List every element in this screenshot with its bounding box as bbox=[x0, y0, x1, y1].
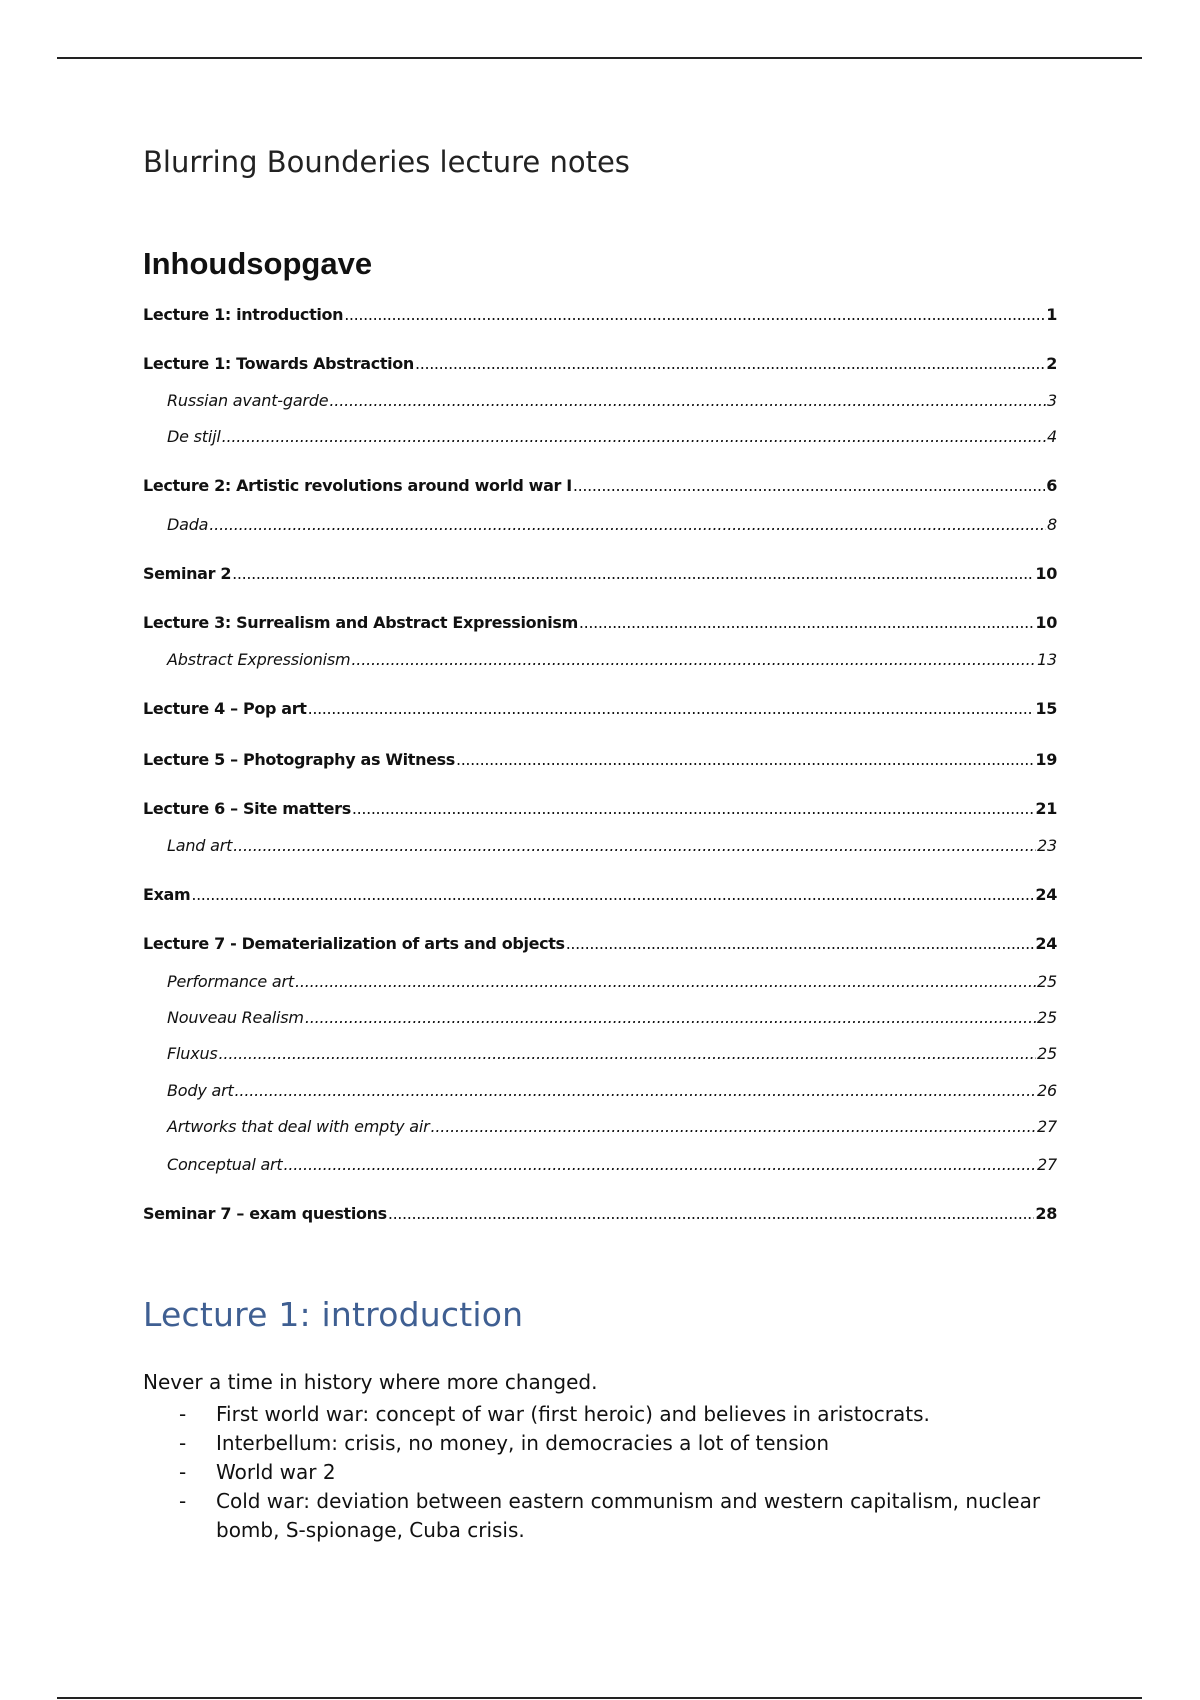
toc-entry-page: 6 bbox=[1046, 476, 1057, 495]
toc-entry[interactable] bbox=[143, 1202, 1057, 1226]
toc-entry-page: 10 bbox=[1035, 613, 1057, 632]
toc-dot-leader bbox=[191, 883, 1034, 907]
section-heading: Lecture 1: introduction bbox=[143, 1295, 524, 1334]
bullet-marker: - bbox=[179, 1402, 187, 1426]
toc-dot-leader bbox=[222, 425, 1046, 449]
page-bottom-rule bbox=[57, 1697, 1142, 1699]
toc-dot-leader bbox=[456, 748, 1034, 772]
bullet-text: Cold war: deviation between eastern communism and western capitalism, nuclear bomb, S-spionage, Cuba crisis. bbox=[216, 1489, 1041, 1542]
toc-entry-label: Russian avant-garde bbox=[167, 391, 329, 410]
toc-entry[interactable] bbox=[143, 303, 1057, 327]
bullet-item bbox=[143, 1458, 1043, 1487]
toc-entry[interactable] bbox=[143, 1153, 1057, 1177]
document-title: Blurring Bounderies lecture notes bbox=[143, 145, 630, 179]
toc-entry-label: Lecture 2: Artistic revolutions around world war I bbox=[143, 476, 572, 495]
toc-entry[interactable] bbox=[143, 748, 1057, 772]
toc-entry-page: 25 bbox=[1037, 1044, 1057, 1063]
toc-dot-leader bbox=[232, 562, 1034, 586]
toc-entry-label: Lecture 6 – Site matters bbox=[143, 799, 351, 818]
toc-entry[interactable] bbox=[143, 611, 1057, 635]
toc-dot-leader bbox=[579, 611, 1035, 635]
toc-entry[interactable] bbox=[143, 352, 1057, 376]
toc-entry-label: Lecture 1: Towards Abstraction bbox=[143, 354, 414, 373]
toc-entry-label: Nouveau Realism bbox=[167, 1008, 304, 1027]
toc-entry-page: 19 bbox=[1035, 750, 1057, 769]
toc-entry[interactable] bbox=[143, 1115, 1057, 1139]
toc-dot-leader bbox=[566, 932, 1035, 956]
toc-entry-label: Conceptual art bbox=[167, 1155, 283, 1174]
toc-entry[interactable] bbox=[143, 1006, 1057, 1030]
bullet-text: Interbellum: crisis, no money, in democracies a lot of tension bbox=[216, 1431, 830, 1455]
toc-entry-page: 1 bbox=[1046, 305, 1057, 324]
toc-entry[interactable] bbox=[143, 648, 1057, 672]
toc-dot-leader bbox=[352, 797, 1035, 821]
toc-heading: Inhoudsopgave bbox=[143, 246, 373, 281]
toc-entry-page: 21 bbox=[1035, 799, 1057, 818]
bullet-marker: - bbox=[179, 1460, 187, 1484]
toc-entry-page: 2 bbox=[1046, 354, 1057, 373]
toc-entry-label: Lecture 4 – Pop art bbox=[143, 699, 307, 718]
toc-entry-page: 13 bbox=[1037, 650, 1057, 669]
toc-entry-label: Abstract Expressionism bbox=[167, 650, 351, 669]
toc-entry-page: 23 bbox=[1037, 836, 1057, 855]
toc-entry[interactable] bbox=[143, 425, 1057, 449]
toc-dot-leader bbox=[344, 303, 1045, 327]
toc-dot-leader bbox=[284, 1153, 1037, 1177]
toc-dot-leader bbox=[573, 474, 1045, 498]
toc-entry-page: 8 bbox=[1047, 515, 1057, 534]
toc-entry-label: De stijl bbox=[167, 427, 221, 446]
toc-entry-page: 28 bbox=[1035, 1204, 1057, 1223]
toc-entry-label: Lecture 1: introduction bbox=[143, 305, 344, 324]
toc-entry-page: 15 bbox=[1035, 699, 1057, 718]
toc-entry[interactable] bbox=[143, 1079, 1057, 1103]
toc-entry[interactable] bbox=[143, 562, 1057, 586]
toc-entry-page: 26 bbox=[1037, 1081, 1057, 1100]
toc-entry-page: 3 bbox=[1047, 391, 1057, 410]
toc-dot-leader bbox=[351, 648, 1036, 672]
section-intro: Never a time in history where more changed. bbox=[143, 1370, 598, 1394]
toc-dot-leader bbox=[308, 697, 1035, 721]
bullet-text: World war 2 bbox=[216, 1460, 336, 1484]
bullet-item bbox=[143, 1400, 1043, 1429]
toc-entry-label: Body art bbox=[167, 1081, 234, 1100]
toc-dot-leader bbox=[233, 834, 1036, 858]
toc-entry[interactable] bbox=[143, 474, 1057, 498]
toc-entry[interactable] bbox=[143, 513, 1057, 537]
bullet-text: First world war: concept of war (first heroic) and believes in aristocrats. bbox=[216, 1402, 930, 1426]
toc-dot-leader bbox=[415, 352, 1045, 376]
toc-entry[interactable] bbox=[143, 697, 1057, 721]
toc-entry[interactable] bbox=[143, 1042, 1057, 1066]
toc-entry-label: Artworks that deal with empty air bbox=[167, 1117, 430, 1136]
toc-entry-label: Seminar 7 – exam questions bbox=[143, 1204, 387, 1223]
toc-entry-page: 27 bbox=[1037, 1155, 1057, 1174]
bullet-item bbox=[143, 1487, 1043, 1545]
toc-entry-page: 24 bbox=[1035, 885, 1057, 904]
bullet-marker: - bbox=[179, 1431, 187, 1455]
toc-entry-page: 24 bbox=[1035, 934, 1057, 953]
toc-entry-label: Seminar 2 bbox=[143, 564, 232, 583]
toc-entry-page: 4 bbox=[1047, 427, 1057, 446]
toc-entry[interactable] bbox=[143, 389, 1057, 413]
bullet-list bbox=[143, 1400, 1043, 1545]
toc-entry-page: 10 bbox=[1035, 564, 1057, 583]
toc-dot-leader bbox=[431, 1115, 1037, 1139]
toc-entry[interactable] bbox=[143, 797, 1057, 821]
bullet-item bbox=[143, 1429, 1043, 1458]
toc-entry[interactable] bbox=[143, 970, 1057, 994]
toc-entry-label: Exam bbox=[143, 885, 191, 904]
toc-dot-leader bbox=[235, 1079, 1036, 1103]
toc-entry-page: 27 bbox=[1037, 1117, 1057, 1136]
toc-entry-label: Lecture 7 - Dematerialization of arts and objects bbox=[143, 934, 565, 953]
toc-dot-leader bbox=[209, 513, 1046, 537]
toc-entry-label: Fluxus bbox=[167, 1044, 218, 1063]
page-top-rule bbox=[57, 57, 1142, 59]
bullet-marker: - bbox=[179, 1489, 187, 1513]
toc-dot-leader bbox=[219, 1042, 1036, 1066]
toc-entry-label: Performance art bbox=[167, 972, 294, 991]
toc-entry[interactable] bbox=[143, 932, 1057, 956]
toc-entry[interactable] bbox=[143, 834, 1057, 858]
toc-dot-leader bbox=[329, 389, 1046, 413]
toc-entry-label: Lecture 3: Surrealism and Abstract Expressionism bbox=[143, 613, 578, 632]
toc-dot-leader bbox=[388, 1202, 1035, 1226]
toc-entry-label: Dada bbox=[167, 515, 209, 534]
toc-entry-page: 25 bbox=[1037, 972, 1057, 991]
toc-entry-label: Land art bbox=[167, 836, 233, 855]
toc-dot-leader bbox=[305, 1006, 1036, 1030]
toc-entry-page: 25 bbox=[1037, 1008, 1057, 1027]
toc-dot-leader bbox=[295, 970, 1036, 994]
toc-entry[interactable] bbox=[143, 883, 1057, 907]
toc-entry-label: Lecture 5 – Photography as Witness bbox=[143, 750, 455, 769]
